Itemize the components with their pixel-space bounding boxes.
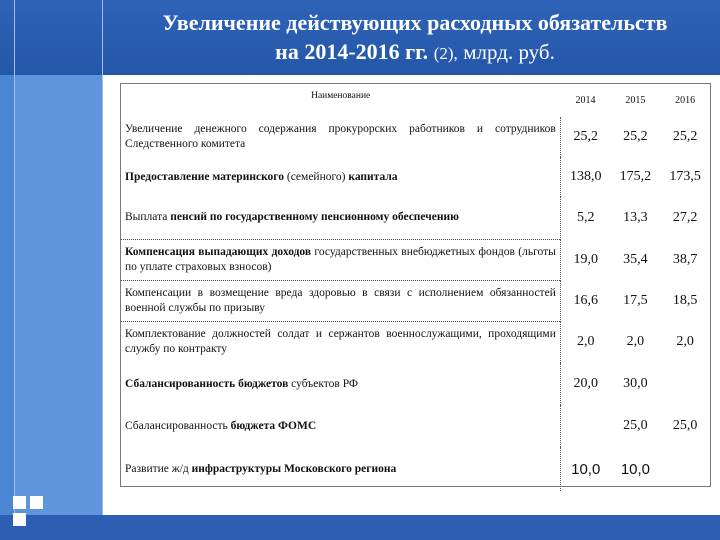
title-note: (2), xyxy=(433,44,458,63)
row-value-2016: 38,7 xyxy=(672,251,698,267)
table-row xyxy=(121,363,710,405)
bottom-bar xyxy=(0,515,720,540)
row-value-2014: 19,0 xyxy=(573,251,598,267)
row-value-2015: 17,5 xyxy=(623,292,648,308)
row-name: Сбалансированность бюджета ФОМС xyxy=(121,405,560,447)
row-value-2016: 27,2 xyxy=(672,210,698,225)
table-row xyxy=(121,197,710,239)
table-row xyxy=(121,157,710,197)
row-value-2014: 5,2 xyxy=(576,210,595,225)
row-name: Комплектование должностей солдат и сержантов военнослужащими, проходящими службу по контракту xyxy=(121,321,560,363)
title-line-2 xyxy=(110,37,720,68)
row-value-2014: 20,0 xyxy=(573,376,598,391)
decor-line-left xyxy=(14,0,15,540)
table-header-row xyxy=(121,84,710,117)
row-value-2016: 25,0 xyxy=(672,418,698,433)
header-2016: 2016 xyxy=(675,95,696,106)
sidebar-inner-decoration xyxy=(14,75,103,515)
row-name: Выплата пенсий по государственному пенсионному обеспечению xyxy=(121,197,560,239)
table-row xyxy=(121,321,710,363)
row-name: Увеличение денежного содержания прокурорских работников и сотрудников Следственного комитета xyxy=(121,117,560,157)
row-value-2016 xyxy=(660,447,710,491)
title-unit: млрд. руб. xyxy=(463,40,555,64)
header-2015: 2015 xyxy=(625,95,646,106)
decor-line-right xyxy=(102,0,103,540)
table-row xyxy=(121,117,710,157)
title-line-1: Увеличение действующих расходных обязательств xyxy=(162,10,668,35)
row-value-2016: 173,5 xyxy=(669,169,701,184)
row-name: Компенсации в возмещение вреда здоровью в связи с исполнением обязанностей военной службы по призыву xyxy=(121,280,560,321)
row-value-2015: 35,4 xyxy=(623,251,648,267)
row-value-2015: 2,0 xyxy=(626,334,645,349)
expenditure-table-panel xyxy=(120,83,711,487)
row-value-2014: 16,6 xyxy=(573,292,598,308)
row-value-2015: 30,0 xyxy=(623,376,648,391)
row-name: Развитие ж/д инфраструктуры Московского региона xyxy=(121,447,560,491)
header-name: Наименование xyxy=(311,91,371,101)
table-row xyxy=(121,280,710,321)
row-value-2014: 138,0 xyxy=(569,169,602,184)
row-value-2015: 175,2 xyxy=(619,169,652,184)
expenditure-table xyxy=(121,84,710,491)
table-row xyxy=(121,447,710,491)
row-value-2016: 18,5 xyxy=(672,292,698,308)
row-value-2016: 2,0 xyxy=(676,334,694,349)
row-value-2016 xyxy=(660,363,710,405)
row-value-2014: 25,2 xyxy=(573,129,598,144)
row-value-2014: 10,0 xyxy=(571,460,601,478)
row-value-2015: 13,3 xyxy=(623,210,648,225)
row-value-2015: 25,2 xyxy=(623,129,648,144)
row-name: Предоставление материнского (семейного) капитала xyxy=(121,157,560,197)
header-2014: 2014 xyxy=(575,95,596,106)
row-name: Компенсация выпадающих доходов государственных внебюджетных фондов (льготы по уплате страховых взносов) xyxy=(121,239,560,280)
table-row xyxy=(121,239,710,280)
table-row xyxy=(121,405,710,447)
row-value-2014: 2,0 xyxy=(576,334,595,349)
logo-squares-icon xyxy=(13,496,45,528)
row-value-2014 xyxy=(560,405,610,447)
row-value-2016: 25,2 xyxy=(672,129,698,144)
slide-title xyxy=(110,8,720,68)
row-value-2015: 10,0 xyxy=(620,460,651,478)
row-value-2015: 25,0 xyxy=(623,418,648,433)
title-period: на 2014-2016 гг. xyxy=(275,39,429,64)
row-name: Сбалансированность бюджетов субъектов РФ xyxy=(121,363,560,405)
